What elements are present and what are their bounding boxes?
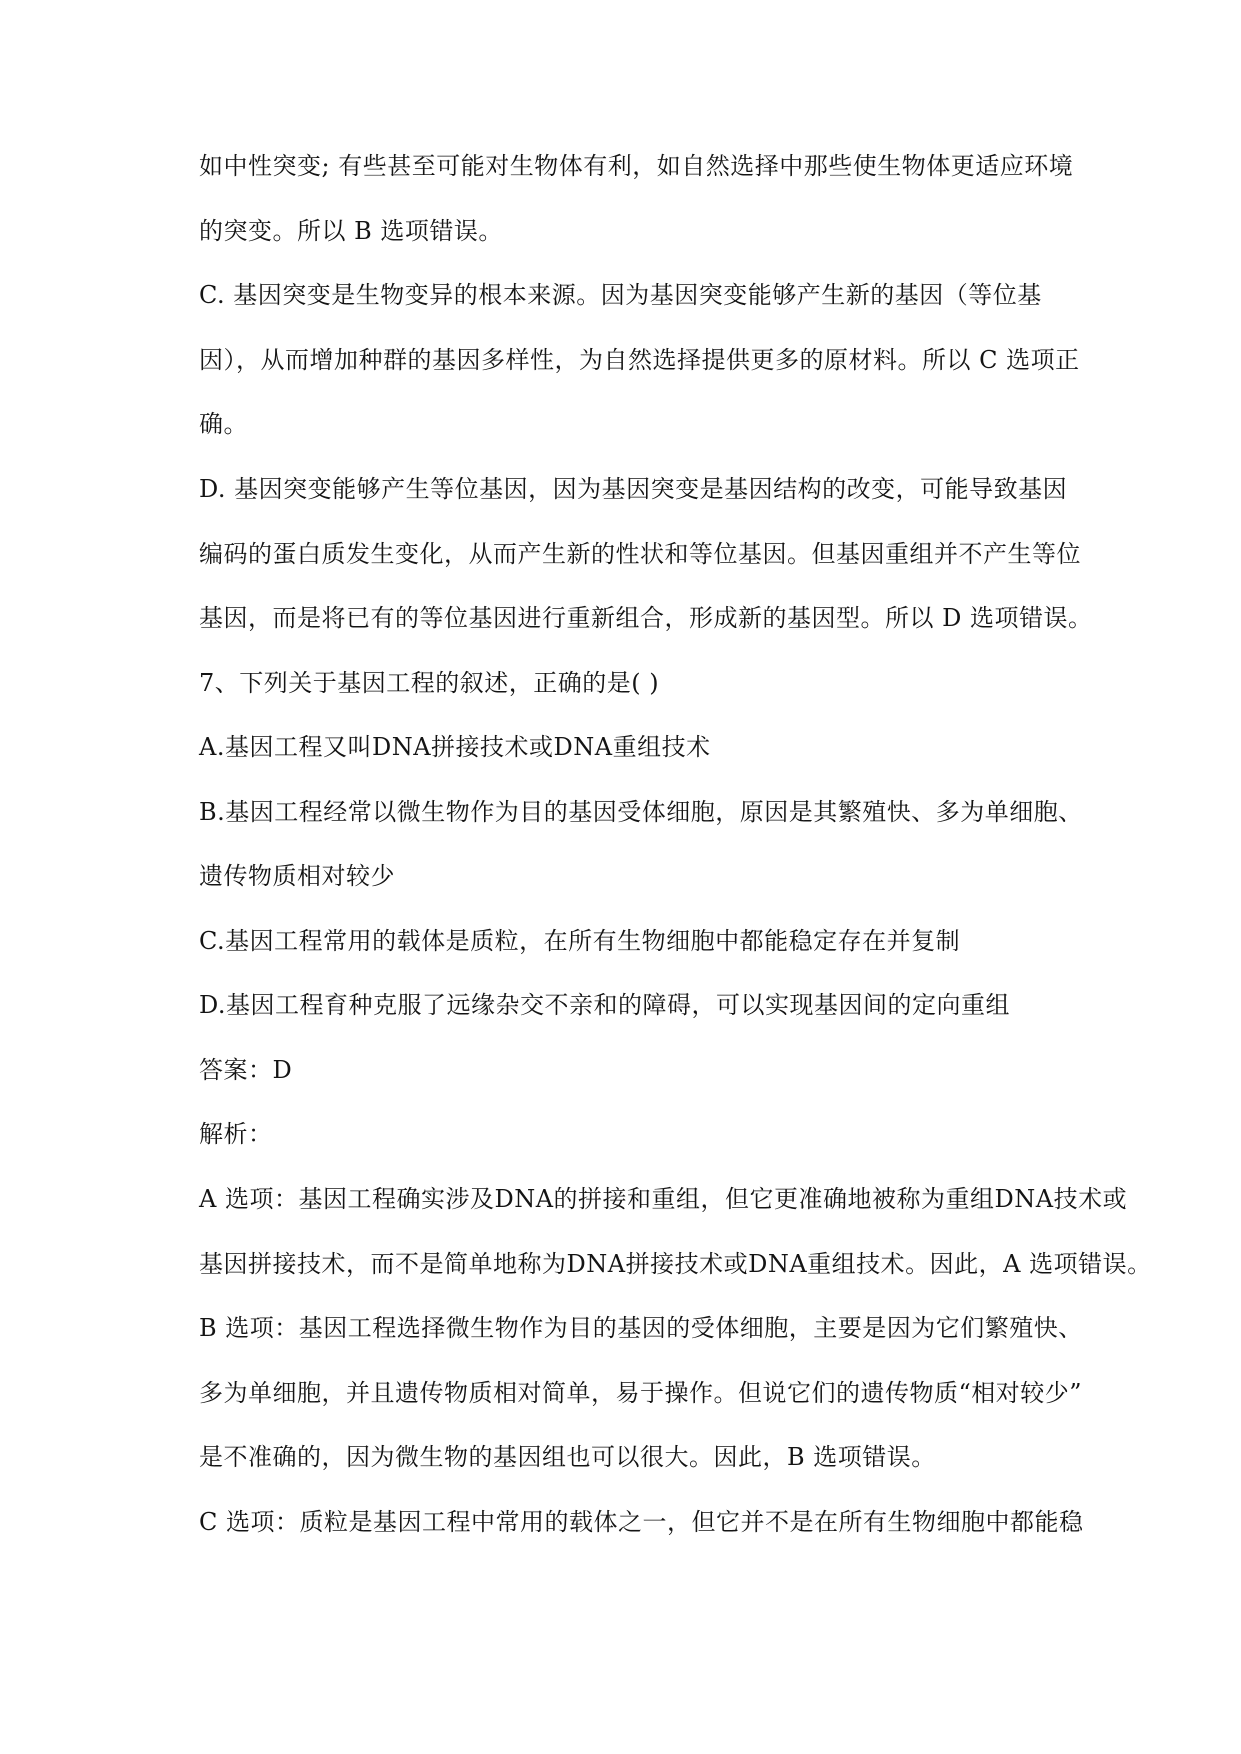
text-line-7: 编码的蛋白质发生变化，从而产生新的性状和等位基因。但基因重组并不产生等位	[199, 540, 1081, 568]
analysis-line-1: A 选项：基因工程确实涉及DNA的拼接和重组，但它更准确地被称为重组DNA技术或	[199, 1185, 1128, 1213]
answer-line: 答案：D	[199, 1056, 293, 1084]
analysis-line-4: 多为单细胞，并且遗传物质相对简单，易于操作。但说它们的遗传物质“相对较少”	[199, 1379, 1083, 1407]
analysis-heading: 解析：	[199, 1120, 273, 1148]
option-b: B.基因工程经常以微生物作为目的基因受体细胞，原因是其繁殖快、多为单细胞、	[199, 798, 1083, 826]
analysis-line-3: B 选项：基因工程选择微生物作为目的基因的受体细胞，主要是因为它们繁殖快、	[199, 1314, 1083, 1342]
option-b-continued: 遗传物质相对较少	[199, 862, 395, 890]
text-line-4: 因），从而增加种群的基因多样性，为自然选择提供更多的原材料。所以 C 选项正	[199, 346, 1080, 374]
text-line-5: 确。	[199, 410, 248, 438]
question-title: 7、下列关于基因工程的叙述，正确的是( )	[199, 669, 660, 697]
text-line-6: D. 基因突变能够产生等位基因，因为基因突变是基因结构的改变，可能导致基因	[199, 475, 1068, 503]
analysis-line-5: 是不准确的，因为微生物的基因组也可以很大。因此，B 选项错误。	[199, 1443, 936, 1471]
analysis-line-2: 基因拼接技术，而不是简单地称为DNA拼接技术或DNA重组技术。因此，A 选项错误。	[199, 1250, 1152, 1278]
analysis-line-6: C 选项：质粒是基因工程中常用的载体之一，但它并不是在所有生物细胞中都能稳	[199, 1508, 1084, 1536]
text-line-1: 如中性突变; 有些甚至可能对生物体有利，如自然选择中那些使生物体更适应环境	[199, 152, 1074, 180]
option-d: D.基因工程育种克服了远缘杂交不亲和的障碍，可以实现基因间的定向重组	[199, 991, 1011, 1019]
text-line-8: 基因，而是将已有的等位基因进行重新组合，形成新的基因型。所以 D 选项错误。	[199, 604, 1093, 632]
option-a: A.基因工程又叫DNA拼接技术或DNA重组技术	[199, 733, 711, 761]
text-line-2: 的突变。所以 B 选项错误。	[199, 217, 503, 245]
text-line-3: C. 基因突变是生物变异的根本来源。因为基因突变能够产生新的基因（等位基	[199, 281, 1042, 309]
option-c: C.基因工程常用的载体是质粒，在所有生物细胞中都能稳定存在并复制	[199, 927, 961, 955]
